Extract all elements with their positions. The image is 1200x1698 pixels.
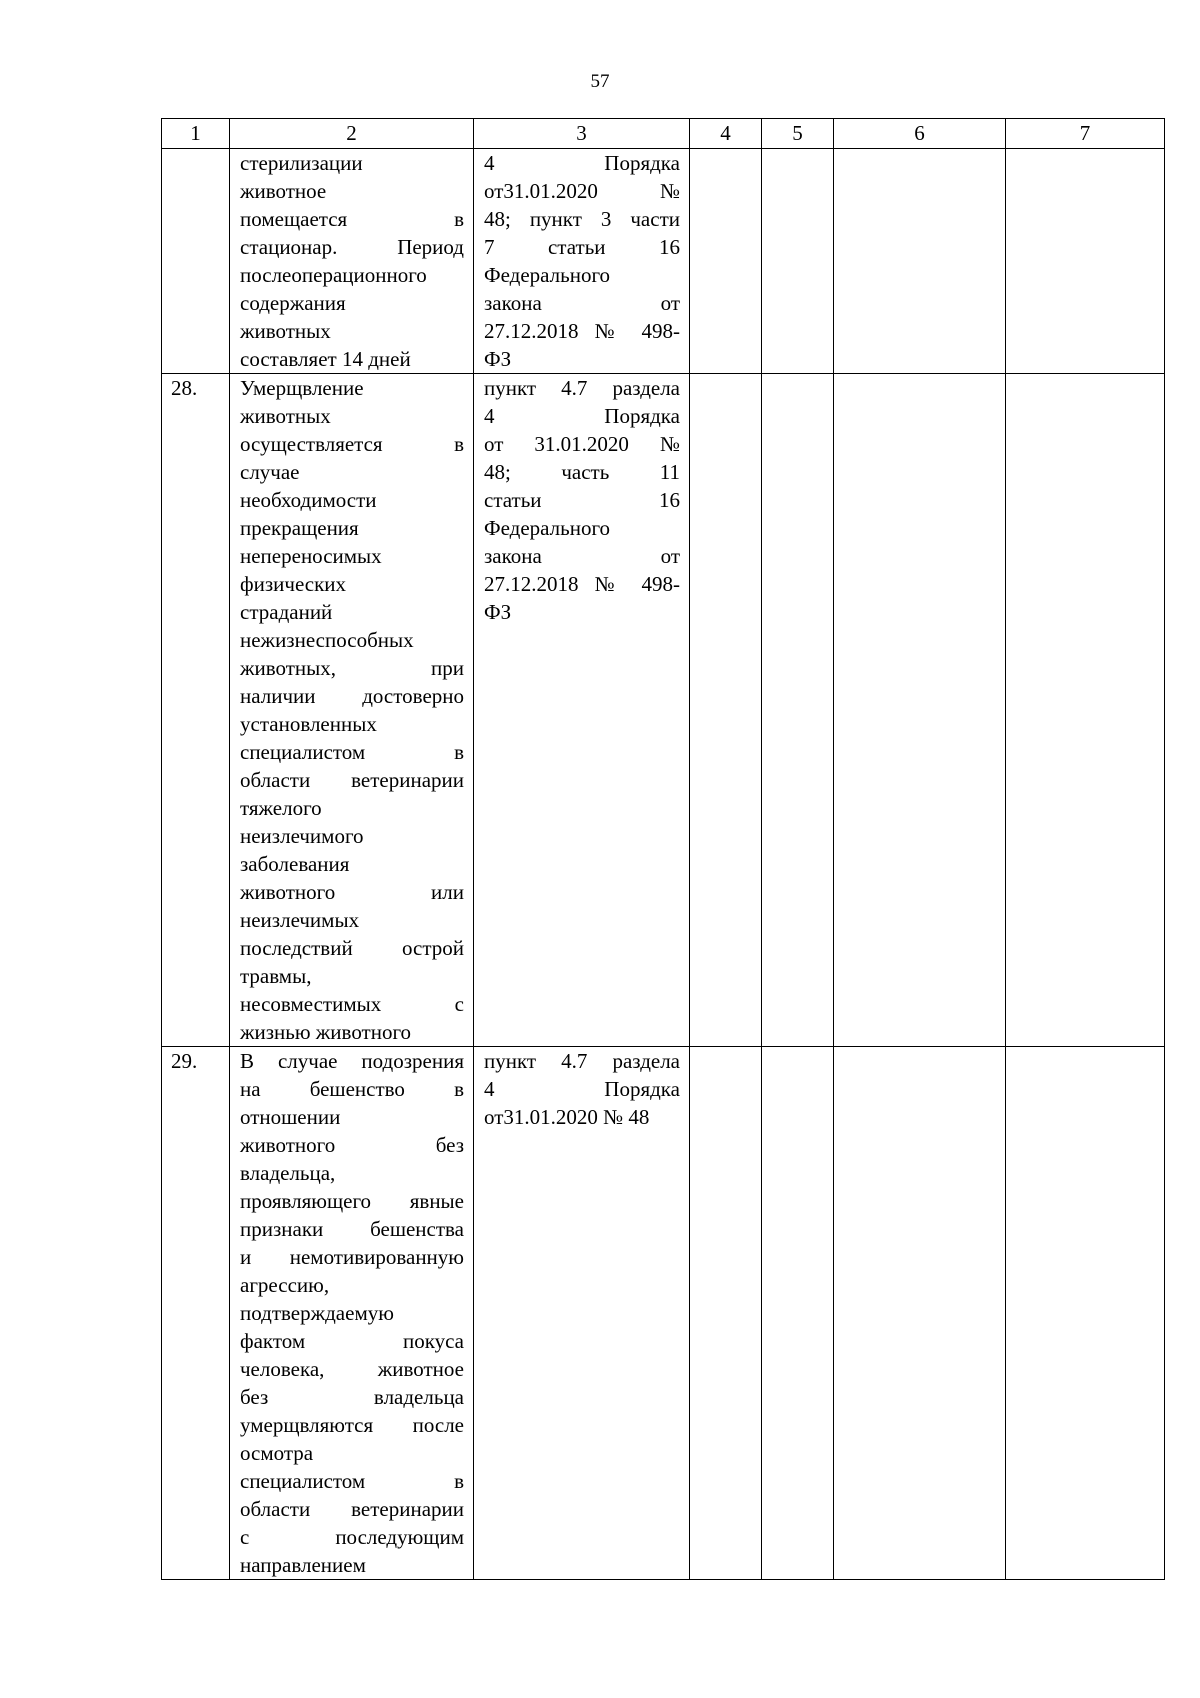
- page-number: 57: [590, 71, 610, 92]
- legal-reference-cell: [474, 1047, 690, 1580]
- text-line: животное: [240, 179, 327, 203]
- col-5-cell: [762, 374, 834, 1047]
- text-line: 48; пункт 3 части: [484, 207, 680, 231]
- text-line: тяжелого: [240, 796, 322, 820]
- header-col-3: 3: [474, 119, 690, 149]
- text-line: наличии достоверно: [240, 684, 464, 708]
- table-row: [162, 374, 1165, 1047]
- text-line: физических: [240, 572, 347, 596]
- text-line: агрессию,: [240, 1273, 330, 1297]
- text-line: владельца,: [240, 1161, 336, 1185]
- header-col-4: 4: [690, 119, 762, 149]
- text-line: закона от: [484, 544, 680, 568]
- text-line: от 31.01.2020 №: [484, 432, 680, 456]
- col-5-cell: [762, 1047, 834, 1580]
- table-row: [162, 1047, 1165, 1580]
- text-line: животного или: [240, 880, 464, 904]
- text-line: страданий: [240, 600, 333, 624]
- text-line: стерилизации: [240, 151, 363, 175]
- table-row: [162, 149, 1165, 374]
- row-number: 29.: [162, 1047, 230, 1580]
- col-7-cell: [1006, 374, 1165, 1047]
- text-line: животных: [240, 404, 331, 428]
- text-line: без владельца: [240, 1385, 464, 1409]
- col-4-cell: [690, 1047, 762, 1580]
- text-line: фактом покуса: [240, 1329, 464, 1353]
- text-line: специалистом в: [240, 740, 464, 764]
- text-line: закона от: [484, 291, 680, 315]
- text-line: пункт 4.7 раздела: [484, 376, 680, 400]
- text-line: Федерального: [484, 516, 611, 540]
- text-line: 27.12.2018 № 498-: [484, 319, 680, 343]
- text-line: на бешенство в: [240, 1077, 464, 1101]
- text-line: нежизнеспособных: [240, 628, 414, 652]
- col-6-cell: [834, 374, 1006, 1047]
- text-line: 48; часть 11: [484, 460, 680, 484]
- text-line: послеоперационного: [240, 263, 427, 287]
- text-line: специалистом в: [240, 1469, 464, 1493]
- text-line: статьи 16: [484, 488, 680, 512]
- text-line: животного без: [240, 1133, 464, 1157]
- text-line: умерщвляются после: [240, 1413, 464, 1437]
- text-line: случае: [240, 460, 300, 484]
- text-line: 4 Порядка: [484, 1077, 680, 1101]
- text-line: непереносимых: [240, 544, 382, 568]
- text-line: Федерального: [484, 263, 611, 287]
- header-col-6: 6: [834, 119, 1006, 149]
- text-line: проявляющего явные: [240, 1189, 464, 1213]
- text-line: жизнью животного: [240, 1020, 412, 1044]
- text-line: от31.01.2020 № 48: [484, 1105, 650, 1129]
- text-line: отношении: [240, 1105, 341, 1129]
- row-number: [162, 149, 230, 374]
- col-4-cell: [690, 149, 762, 374]
- legal-reference-cell: [474, 149, 690, 374]
- text-line: подтверждаемую: [240, 1301, 394, 1325]
- requirement-text-cell: [230, 1047, 474, 1580]
- text-line: последствий острой: [240, 936, 464, 960]
- header-col-2: 2: [230, 119, 474, 149]
- requirement-text-cell: [230, 149, 474, 374]
- col-6-cell: [834, 149, 1006, 374]
- text-line: человека, животное: [240, 1357, 464, 1381]
- text-line: направлением: [240, 1553, 366, 1577]
- col-5-cell: [762, 149, 834, 374]
- table-header-row: [162, 119, 1165, 149]
- text-line: области ветеринарии: [240, 768, 464, 792]
- text-line: осмотра: [240, 1441, 314, 1465]
- text-line: от31.01.2020 №: [484, 179, 680, 203]
- text-line: и немотивированную: [240, 1245, 464, 1269]
- text-line: несовместимых с: [240, 992, 464, 1016]
- text-line: установленных: [240, 712, 377, 736]
- text-line: неизлечимого: [240, 824, 364, 848]
- col-7-cell: [1006, 1047, 1165, 1580]
- text-line: прекращения: [240, 516, 359, 540]
- text-line: животных: [240, 319, 331, 343]
- text-line: неизлечимых: [240, 908, 360, 932]
- text-line: области ветеринарии: [240, 1497, 464, 1521]
- text-line: 7 статьи 16: [484, 235, 680, 259]
- row-number: 28.: [162, 374, 230, 1047]
- col-4-cell: [690, 374, 762, 1047]
- text-line: пункт 4.7 раздела: [484, 1049, 680, 1073]
- col-6-cell: [834, 1047, 1006, 1580]
- text-line: признаки бешенства: [240, 1217, 464, 1241]
- text-line: необходимости: [240, 488, 377, 512]
- text-line: 4 Порядка: [484, 404, 680, 428]
- text-line: содержания: [240, 291, 346, 315]
- text-line: заболевания: [240, 852, 350, 876]
- text-line: с последующим: [240, 1525, 464, 1549]
- text-line: помещается в: [240, 207, 464, 231]
- header-col-5: 5: [762, 119, 834, 149]
- requirement-text-cell: [230, 374, 474, 1047]
- requirements-table: [161, 118, 1165, 1580]
- header-col-1: 1: [162, 119, 230, 149]
- col-7-cell: [1006, 149, 1165, 374]
- text-line: В случае подозрения: [240, 1049, 464, 1073]
- text-line: 4 Порядка: [484, 151, 680, 175]
- text-line: животных, при: [240, 656, 464, 680]
- text-line: осуществляется в: [240, 432, 464, 456]
- text-line: травмы,: [240, 964, 312, 988]
- text-line: ФЗ: [484, 600, 512, 624]
- text-line: составляет 14 дней: [240, 347, 411, 371]
- legal-reference-cell: [474, 374, 690, 1047]
- text-line: 27.12.2018 № 498-: [484, 572, 680, 596]
- text-line: ФЗ: [484, 347, 512, 371]
- header-col-7: 7: [1006, 119, 1165, 149]
- text-line: Умерщвление: [240, 376, 364, 400]
- text-line: стационар. Период: [240, 235, 464, 259]
